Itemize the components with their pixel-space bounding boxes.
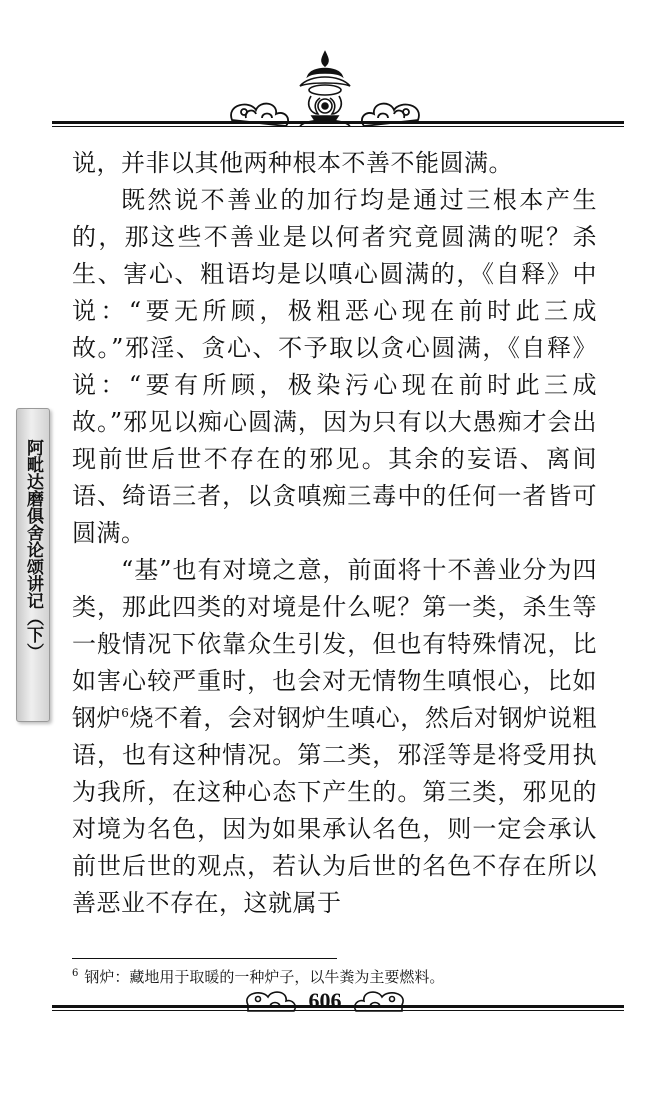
footnote-number: 6	[72, 968, 79, 979]
book-title: 阿毗达磨俱舍论颂讲记（下）	[23, 439, 43, 660]
paragraph-3-part-2: 烧不着，会对钢炉生嗔心，然后对钢炉说粗语，也有这种情况。第二类，邪淫等是将受用执为我所，在这种心态下产生的。第三类，邪见的对境为名色，因为如果承认名色，则一定会承认前世后世的观点，若认为后世的名色不存在所以善恶业不存在，这就属于	[72, 704, 598, 917]
footnote-text: 钢炉：藏地用于取暖的一种炉子，以牛粪为主要燃料。	[84, 968, 445, 986]
page-number: 606	[308, 988, 342, 1013]
header-ornament-icon	[0, 40, 650, 140]
paragraph-1: 说，并非以其他两种根本不善不能圆满。	[72, 149, 513, 177]
header-rule-thin	[52, 126, 624, 127]
body-text	[72, 145, 597, 922]
book-title-side-tab	[16, 408, 50, 722]
footnote-reference[interactable]: 6	[121, 706, 130, 720]
footnote-divider	[72, 958, 337, 959]
paragraph-2: 既然说不善业的加行均是通过三根本产生的，那这些不善业是以何者究竟圆满的呢？杀生、害心、粗语均是以嗔心圆满的，《自释》中说：“要无所顾，极粗恶心现在前时此三成故。”邪淫、贪心、不予取以贪心圆满，《自释》说：“要有所顾，极染污心现在前时此三成故。”邪见以痴心圆满，因为只有以大愚痴才会出现前世后世不存在的邪见。其余的妄语、离间语、绮语三者，以贪嗔痴三毒中的任何一者皆可圆满。	[72, 186, 597, 547]
paragraph-3-part-1: “基”也有对境之意，前面将十不善业分为四类，那此四类的对境是什么呢？第一类，杀生等一般情况下依靠众生引发，但也有特殊情况，比如害心较严重时，也会对无情物生嗔恨心，比如钢炉	[72, 556, 597, 732]
paragraph-3	[72, 552, 597, 922]
header-rule-thick	[52, 121, 624, 124]
